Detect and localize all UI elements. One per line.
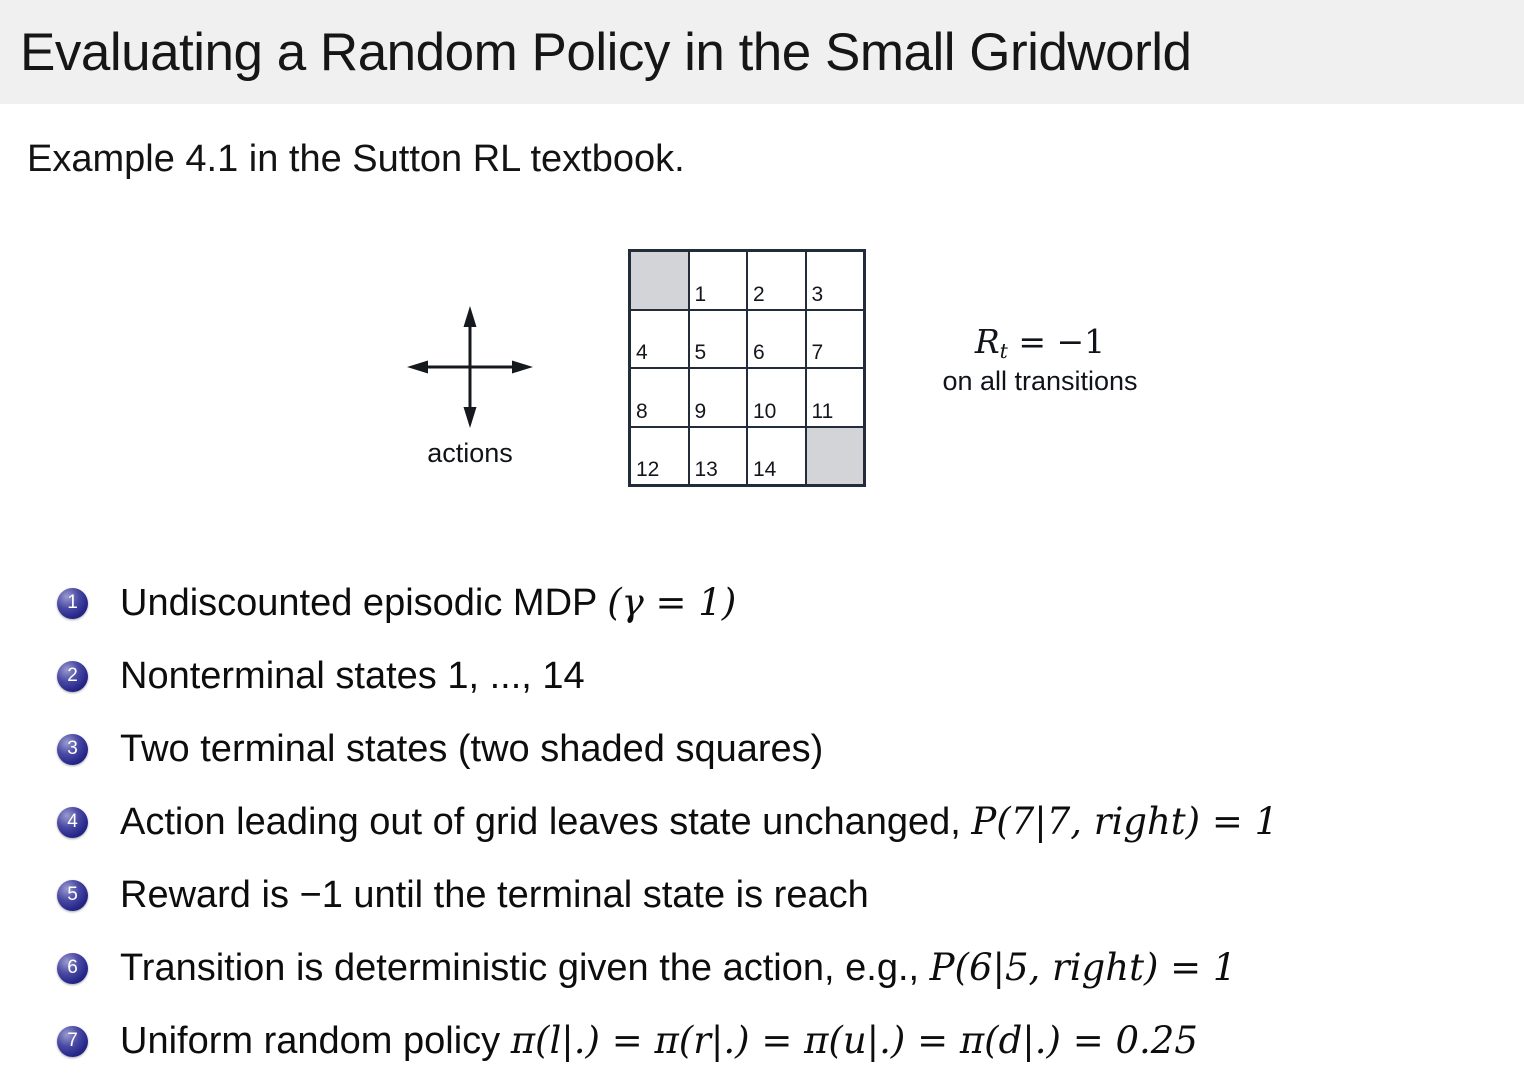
grid-cell: 2: [747, 251, 806, 310]
grid-cell: 7: [806, 310, 865, 369]
math-expression: P(7|7, right) = 1: [971, 800, 1279, 843]
grid-cell: 8: [630, 368, 689, 427]
grid-cell: 3: [806, 251, 865, 310]
subtitle: Example 4.1 in the Sutton RL textbook.: [27, 138, 685, 180]
list-item: [57, 798, 1278, 846]
list-item-text: Nonterminal states 1, ..., 14: [120, 655, 585, 697]
grid-cell: 9: [689, 368, 748, 427]
enumerate-ball: 2: [57, 661, 88, 692]
grid-cell: 5: [689, 310, 748, 369]
list-item: [57, 652, 585, 700]
enumerate-ball: 6: [57, 953, 88, 984]
list-item: [57, 579, 736, 627]
grid-cell: 11: [806, 368, 865, 427]
enumerate-ball: 4: [57, 807, 88, 838]
page-title: Evaluating a Random Policy in the Small Gridworld: [20, 22, 1192, 82]
list-item: [57, 871, 869, 919]
slide-header: [0, 0, 1524, 104]
list-item-text: Action leading out of grid leaves state unchanged, P(7|7, right) = 1: [120, 800, 1279, 843]
grid-cell: 14: [747, 427, 806, 486]
enumerate-ball: 1: [57, 588, 88, 619]
enumerate-ball: 3: [57, 734, 88, 765]
list-item-text: Undiscounted episodic MDP (γ = 1): [120, 581, 737, 624]
grid-cell: 4: [630, 310, 689, 369]
reward-formula: [905, 322, 1175, 363]
list-item: [57, 1017, 1198, 1065]
math-expression: P(6|5, right) = 1: [929, 946, 1237, 989]
list-item-text: Transition is deterministic given the action, e.g., P(6|5, right) = 1: [120, 946, 1237, 989]
list-item: [57, 944, 1236, 992]
grid-cell: 13: [689, 427, 748, 486]
list-item-text: Uniform random policy π(l|.) = π(r|.) = π(u|.) = π(d|.) = 0.25: [120, 1019, 1198, 1062]
grid-cell: 6: [747, 310, 806, 369]
reward-symbol: R: [974, 322, 1000, 361]
list-item: [57, 725, 823, 773]
four-direction-arrows-icon: [403, 300, 537, 434]
list-item-text: Reward is −1 until the terminal state is reach: [120, 874, 869, 916]
grid-cell: 1: [689, 251, 748, 310]
grid-cell: 10: [747, 368, 806, 427]
gridworld: [628, 249, 866, 487]
reward-annotation: [905, 322, 1175, 397]
reward-caption: on all transitions: [942, 366, 1138, 397]
grid-cell-terminal: [630, 251, 689, 310]
reward-value: = −1: [1007, 322, 1106, 361]
grid-cell: 12: [630, 427, 689, 486]
enumerate-ball: 7: [57, 1026, 88, 1057]
math-expression: π(l|.) = π(r|.) = π(u|.) = π(d|.) = 0.25: [510, 1019, 1198, 1062]
reward-subscript: t: [999, 339, 1008, 364]
actions-label: actions: [427, 438, 513, 468]
enumerate-ball: 5: [57, 880, 88, 911]
actions-cross-icon: [403, 300, 537, 434]
list-item-text: Two terminal states (two shaded squares): [120, 728, 824, 770]
math-expression: (γ = 1): [607, 581, 737, 624]
grid-cell-terminal: [806, 427, 865, 486]
